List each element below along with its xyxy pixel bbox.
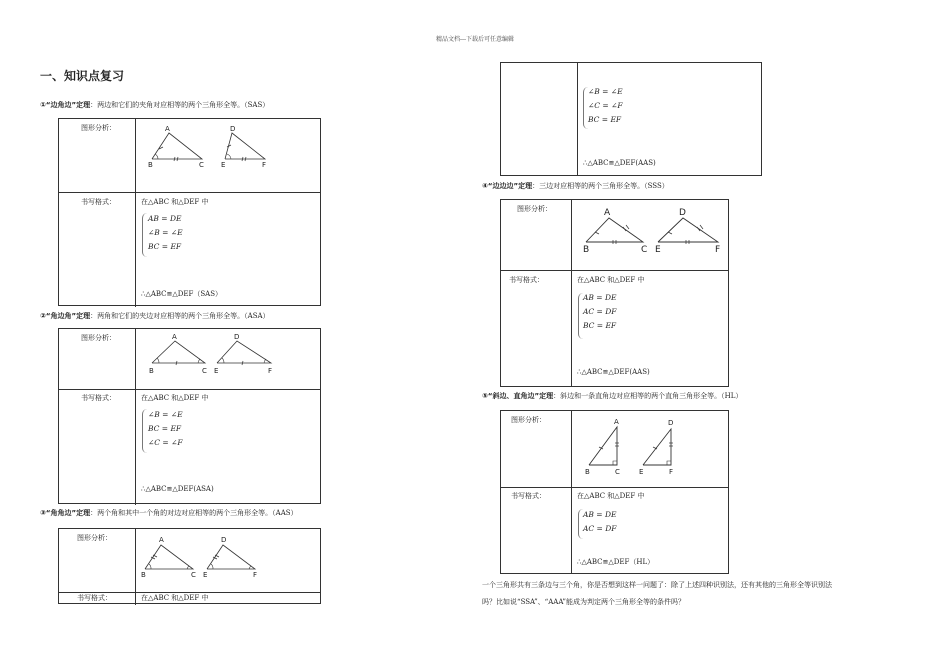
sss-table	[500, 199, 729, 387]
aas-pt-f: F	[253, 571, 258, 579]
hl-name: ⑤“斜边、直角边”定理	[482, 392, 554, 400]
aas-desc: ：两个角和其中一个角的对边对应相等的两个三角形全等。（AAS）	[90, 509, 298, 517]
sas-conclusion: ∴△ABC≌△DEF（SAS）	[141, 290, 222, 298]
aas-in-line: 在△ABC 和△DEF 中	[141, 594, 209, 602]
asa-pt-c: C	[202, 367, 207, 375]
page-header: 精品文档---下载后可任意编辑	[435, 36, 515, 43]
sas-pt-b: B	[148, 161, 153, 169]
aas-statement	[40, 508, 298, 518]
hl-pt-d: D	[668, 419, 674, 427]
sas-eq-1: AB = DE	[148, 214, 182, 223]
aas-equations	[588, 85, 623, 127]
aas-name: ③“角角边”定理	[40, 509, 91, 517]
asa-pt-b: B	[149, 367, 154, 375]
sas-table	[58, 118, 321, 306]
sss-pt-e: E	[655, 245, 661, 255]
sss-eq-3: BC = EF	[583, 321, 617, 330]
sss-format-label: 书写格式：	[509, 276, 544, 284]
asa-eq-2: BC = EF	[148, 424, 182, 433]
hl-desc: ：斜边和一条直角边对应相等的两个直角三角形全等。（HL）	[553, 392, 743, 400]
asa-equations	[148, 408, 183, 450]
aas-continued-table	[500, 62, 762, 176]
sas-statement	[40, 100, 269, 110]
asa-format-label: 书写格式：	[81, 394, 116, 402]
question-line-1: 一个三角形共有三条边与三个角，你是否想到这样一问题了：除了上述四种识别法，还有其他的三角形全等识别法	[482, 581, 832, 589]
sas-pt-c: C	[199, 161, 204, 169]
sss-pt-f: F	[715, 245, 721, 255]
asa-statement	[40, 311, 270, 321]
asa-conclusion: ∴△ABC≌△DEF(ASA)	[141, 485, 214, 493]
asa-eq-3: ∠C = ∠F	[148, 438, 183, 447]
aas-eq-1: ∠B = ∠E	[588, 87, 623, 96]
aas-pt-b: B	[141, 571, 146, 579]
sss-figure-label: 图形分析：	[517, 205, 552, 213]
hl-pt-c: C	[615, 468, 620, 476]
asa-table	[58, 328, 321, 504]
aas-format-label: 书写格式：	[77, 594, 112, 602]
aas-pt-c: C	[191, 571, 196, 579]
sss-pt-b: B	[583, 245, 590, 255]
aas-pt-e: E	[203, 571, 208, 579]
hl-pt-a: A	[614, 418, 619, 426]
sss-equations	[583, 291, 616, 333]
asa-desc: ：两角和它们的夹边对应相等的两个三角形全等。（ASA）	[90, 312, 270, 320]
sas-pt-a: A	[165, 125, 170, 133]
sas-in-line: 在△ABC 和△DEF 中	[141, 198, 209, 206]
hl-equations	[583, 508, 616, 536]
sss-pt-d: D	[679, 208, 686, 218]
hl-pt-e: E	[639, 468, 644, 476]
sas-desc: ：两边和它们的夹角对应相等的两个三角形全等。（SAS）	[90, 101, 270, 109]
sas-eq-2: ∠B = ∠E	[148, 228, 183, 237]
hl-format-label: 书写格式：	[511, 492, 546, 500]
question-line-2: 吗？比如说“SSA”、“AAA”能成为判定两个三角形全等的条件吗？	[482, 598, 685, 606]
aas-eq-3: BC = EF	[588, 115, 622, 124]
sss-name: ④“边边边”定理	[482, 182, 533, 190]
hl-table	[500, 410, 729, 574]
hl-conclusion: ∴△ABC≌△DEF（HL）	[577, 558, 655, 566]
aas-figure	[141, 535, 311, 585]
sss-figure	[583, 206, 733, 258]
asa-pt-f: F	[268, 367, 273, 375]
sss-statement	[482, 181, 669, 191]
sss-eq-1: AB = DE	[583, 293, 617, 302]
asa-eq-1: ∠B = ∠E	[148, 410, 183, 419]
asa-name: ②“角边角”定理	[40, 312, 91, 320]
asa-pt-e: E	[214, 367, 219, 375]
sss-in-line: 在△ABC 和△DEF 中	[577, 276, 645, 284]
aas-eq-2: ∠C = ∠F	[588, 101, 623, 110]
sss-eq-2: AC = DF	[583, 307, 617, 316]
sas-equations	[148, 212, 183, 254]
hl-eq-2: AC = DF	[583, 524, 617, 533]
sss-pt-a: A	[604, 208, 611, 218]
aas-conclusion: ∴△ABC≌△DEF(AAS)	[583, 159, 656, 167]
hl-in-line: 在△ABC 和△DEF 中	[577, 492, 645, 500]
hl-figure-label: 图形分析：	[511, 416, 546, 424]
asa-in-line: 在△ABC 和△DEF 中	[141, 394, 209, 402]
section-title: 一、知识点复习	[40, 69, 125, 83]
hl-figure	[581, 415, 691, 479]
aas-pt-d: D	[221, 536, 227, 544]
aas-pt-a: A	[159, 536, 164, 544]
hl-statement	[482, 391, 742, 401]
sas-figure	[147, 123, 317, 171]
hl-eq-1: AB = DE	[583, 510, 617, 519]
asa-figure	[147, 333, 317, 377]
sas-eq-3: BC = EF	[148, 242, 182, 251]
sas-format-label: 书写格式：	[81, 198, 116, 206]
sas-pt-d: D	[230, 125, 236, 133]
sas-pt-f: F	[262, 161, 267, 169]
aas-figure-label: 图形分析：	[77, 534, 112, 542]
sss-pt-c: C	[641, 245, 648, 255]
sas-name: ①“边角边”定理	[40, 101, 91, 109]
sss-conclusion: ∴△ABC≌△DEF(AAS)	[577, 368, 650, 376]
aas-table	[58, 528, 321, 604]
asa-pt-d: D	[234, 333, 240, 341]
asa-pt-a: A	[172, 333, 177, 341]
asa-figure-label: 图形分析：	[81, 334, 116, 342]
sas-figure-label: 图形分析：	[81, 124, 116, 132]
sss-desc: ：三边对应相等的两个三角形全等。（SSS）	[532, 182, 669, 190]
sas-pt-e: E	[221, 161, 226, 169]
hl-pt-b: B	[585, 468, 590, 476]
hl-pt-f: F	[669, 468, 674, 476]
